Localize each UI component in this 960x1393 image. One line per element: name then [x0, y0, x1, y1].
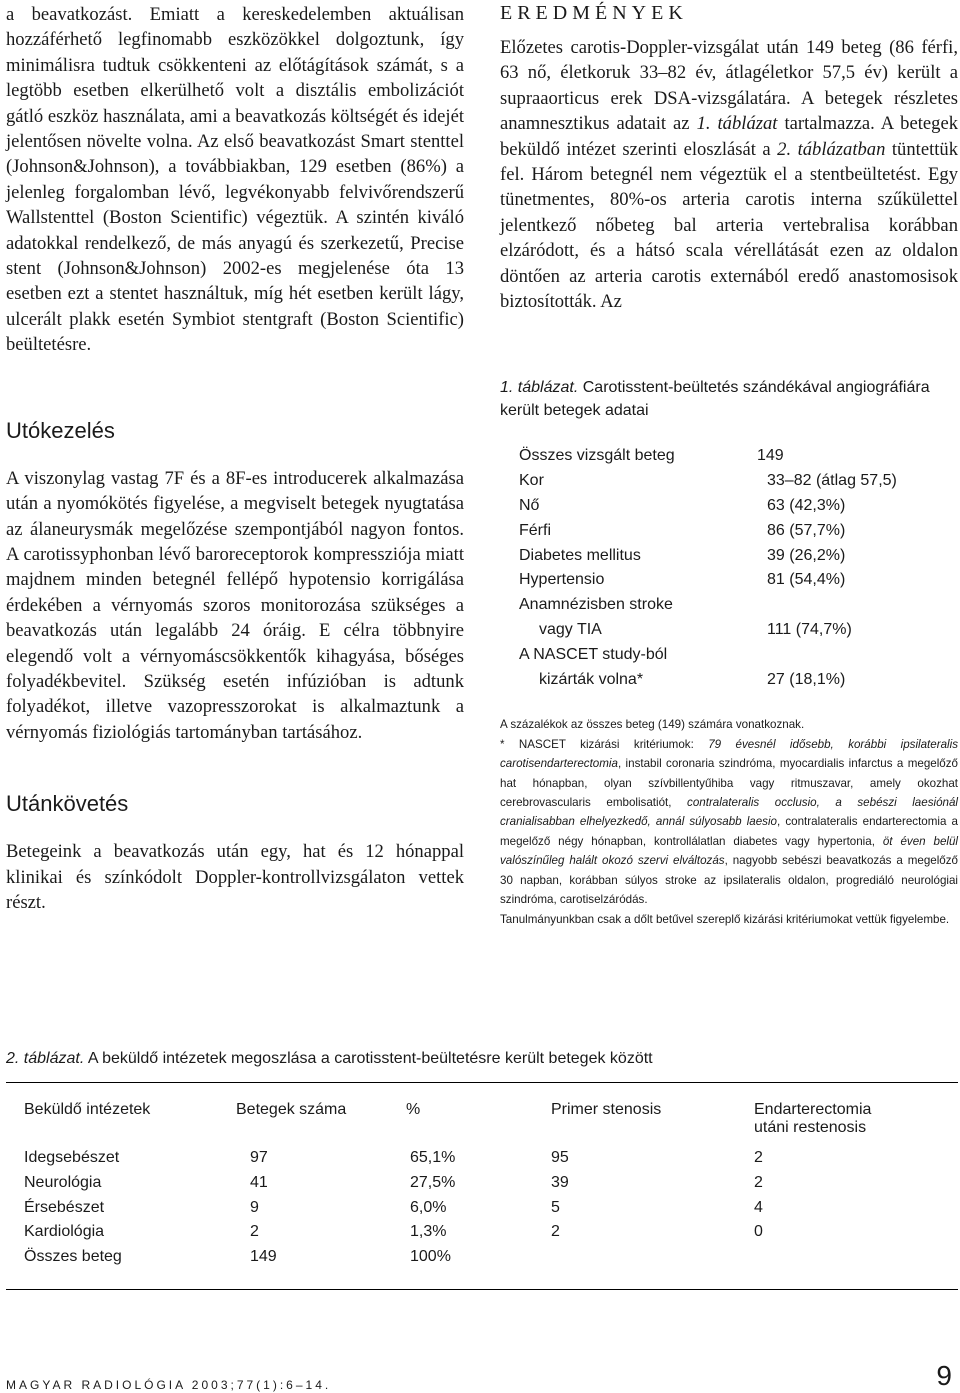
- heading-aftercare: Utókezelés: [6, 417, 115, 443]
- table2-cell: 2: [754, 1149, 763, 1166]
- table1-label-cell: Nő: [519, 497, 540, 515]
- note-nascet-italic-3: öt éven belül valószínűleg halált okozó szervi elváltozás: [500, 834, 958, 868]
- table2-cell: Érsebészet: [24, 1198, 105, 1216]
- table1-label-cell: Diabetes mellitus: [519, 546, 641, 564]
- table2-cell: 41: [250, 1173, 268, 1191]
- note-nascet-c: , contralateralis endarterectomia a megelőző négy hónapban, kontrollálatlan diabetes vagy hypertonia,: [500, 815, 958, 848]
- table2: [24, 1101, 958, 1273]
- table2-cell: 65,1%: [410, 1149, 456, 1166]
- paragraph-stents: a beavatkozást. Emiatt a kereskedelemben aktuálisan hozzáférhető legfinomabb eszközökkel dolgoztunk, így minimálisra tudtuk csökkenteni az előtágítások számát, s a legtöbb esetben elkerülhető volt a disztális embolizációt gátló eszköz használata, ami a beavatkozás költségét és idejét jelentősen növelte volna. Az első beavatkozást Smart stenttel (Johnson&Johnson), a továbbiakban, 129 esetben (86%) a jelenleg forgalomban lévő, legvékonyabb felvivőrendszerű Wallstenttel (Boston Scientific) végeztük. A szintén kiváló adatokkal rendelkező, de más anyagú és szerkezetű, Precise stent (Johnson&Johnson) 2002-es megjelenése óta 13 esetben ezt a stentet használtuk, míg hét esetben került lágy, ulcerált plakk esetén Symbiot stentgraft (Boston Scientific) beültetésre.: [6, 4, 464, 356]
- table2-header-cell: Betegek száma: [236, 1101, 347, 1118]
- table1-label-cell: vagy TIA: [539, 621, 602, 639]
- table1-label-cell: Hypertensio: [519, 571, 605, 589]
- table2-cell: 4: [754, 1198, 763, 1216]
- table1-value-cell: 39 (26,2%): [767, 546, 846, 564]
- table2-header-row: [24, 1101, 958, 1137]
- table2-cell: Kardiológia: [24, 1223, 105, 1241]
- table2-cell: 97: [250, 1149, 268, 1166]
- table1: [519, 447, 897, 695]
- table2-cell: 0: [754, 1223, 763, 1241]
- table2-header-cell: Beküldő intézetek: [24, 1101, 151, 1118]
- note-nascet-a: * NASCET kizárási kritériumok:: [500, 737, 709, 751]
- table2-cell: 9: [250, 1198, 259, 1216]
- table1-row: [519, 472, 897, 497]
- table1-row: [519, 447, 897, 472]
- table1-value-cell: 81 (54,4%): [767, 571, 846, 589]
- table1-row: [519, 596, 897, 621]
- heading-followup: Utánkövetés: [6, 791, 129, 817]
- table2-header-5a: Endarterectomia: [754, 1101, 872, 1118]
- table2-header-5b: utáni restenosis: [754, 1119, 867, 1136]
- table1-label-cell: Férfi: [519, 521, 551, 539]
- table1-label-cell: A NASCET study-ból: [519, 645, 668, 663]
- note-nascet-d: , nagyobb sebészi beavatkozás a megelőző 30 napban, korábban súlyos stroke az ipsilateralis oldalon, progrediáló neurológiai szindróma, carotiselzáródás.: [500, 854, 958, 907]
- table2-cell: 39: [551, 1173, 569, 1191]
- table1-row: [519, 671, 897, 696]
- note-nascet-italic-1: 79 évesnél idősebb, korábbi ipsilateralis carotisendarterectomia: [500, 737, 958, 771]
- table2-cell: 2: [250, 1223, 259, 1241]
- table2-row: [24, 1248, 958, 1273]
- table2-cell: [754, 1248, 958, 1273]
- note-nascet-italic-2: contralateralis occlusio, a sebészi laesiónál cranialisabban elhelyezkedő, annál súlyosabb laesio: [500, 796, 958, 829]
- table1-value-cell: 33–82 (átlag 57,5): [767, 472, 897, 490]
- table2-cell: [551, 1248, 754, 1273]
- table1-label: 1. táblázat.: [500, 379, 579, 397]
- table1-label-cell: Kor: [519, 472, 544, 490]
- table1-value-cell: 111 (74,7%): [767, 621, 852, 639]
- table1-row: [519, 646, 897, 671]
- table2-header-cell: [754, 1101, 958, 1137]
- table2-cell: 6,0%: [410, 1198, 447, 1216]
- heading-results: EREDMÉNYEK: [500, 2, 688, 24]
- table1-caption: [500, 376, 958, 422]
- table1-title: Carotisstent-beültetés szándékával angiográfiára került betegek adatai: [500, 379, 930, 420]
- table2-reference: 2. táblázatban: [777, 138, 886, 160]
- results-text-c: tüntettük fel. Három betegnél nem végeztük el a stentbeültetést. Egy tünetmentes, 80%-os arteria carotis interna szűkülettel jelentkező nőbeteg bal arteria vertebralisa korábban elzáródott, és a hátsó scala vérellátását ezen az oldalon döntően az arteria carotis externából eredő anastomosisok biztosították. Az: [500, 138, 958, 313]
- table2-cell: 2: [551, 1223, 560, 1241]
- table1-row: [519, 621, 897, 646]
- table2-cell: 2: [754, 1173, 763, 1191]
- table2-cell: 27,5%: [410, 1173, 456, 1191]
- paragraph-followup: Betegeink a beavatkozás után egy, hat és 12 hónappal klinikai és színkódolt Doppler-kontrollvizsgálaton vettek részt.: [6, 841, 464, 913]
- table1-value-cell: 63 (42,3%): [767, 497, 846, 515]
- table2-row: [24, 1149, 958, 1174]
- table2-label: 2. táblázat.: [6, 1050, 85, 1067]
- results-text-b: tartalmazza. A betegek beküldő intézet szerinti eloszlását a: [500, 113, 958, 160]
- table2-cell: 100%: [410, 1248, 451, 1266]
- right-column: [500, 2, 958, 929]
- table1-value-cell: 27 (18,1%): [767, 670, 846, 688]
- table1-row: [519, 547, 897, 572]
- note-nascet: [500, 735, 958, 910]
- table2-row: [24, 1174, 958, 1199]
- note-nascet-b: , instabil coronaria szindróma, myocardialis infarctus a megelőző hat hónapban, olyan szívbillentyűhiba vagy ritmuszavar, amely okozhat cerebrovascularis embolisatiót,: [500, 757, 958, 810]
- table2-box: [6, 1082, 958, 1290]
- table1-row: [519, 497, 897, 522]
- table1-notes: [500, 715, 958, 928]
- table1-reference: 1. táblázat: [696, 113, 778, 135]
- left-column: [6, 2, 464, 915]
- table1-row: [519, 571, 897, 596]
- table2-cell: Idegsebészet: [24, 1149, 120, 1166]
- table2-cell: Neurológia: [24, 1173, 102, 1191]
- table1-label-cell: Összes vizsgált beteg: [519, 447, 675, 465]
- journal-footer: MAGYAR RADIOLÓGIA 2003;77(1):6–14.: [6, 1378, 332, 1392]
- table1-value-cell: [739, 646, 897, 671]
- table2-row: [24, 1223, 958, 1248]
- table1-row: [519, 522, 897, 547]
- page-number: 9: [936, 1360, 952, 1391]
- note-italic-criteria: Tanulmányunkban csak a dőlt betűvel szereplő kizárási kritériumokat vettük figyelembe.: [500, 912, 950, 926]
- table2-caption: [6, 1050, 958, 1068]
- table2-cell: 1,3%: [410, 1223, 447, 1241]
- table2-row: [24, 1199, 958, 1224]
- table1-label-cell: kizárták volna*: [539, 670, 644, 688]
- table2-title: A beküldő intézetek megoszlása a carotisstent-beültetésre került betegek között: [87, 1050, 653, 1067]
- table1-value-cell: 86 (57,7%): [767, 521, 846, 539]
- table2-cell: Összes beteg: [24, 1248, 122, 1266]
- paragraph-results: [500, 35, 958, 314]
- table2-cell: 149: [250, 1248, 277, 1266]
- table1-value-cell: 149: [757, 447, 784, 465]
- table2-cell: 95: [551, 1149, 569, 1166]
- table1-label-cell: Anamnézisben stroke: [519, 596, 673, 614]
- table1-value-cell: [739, 596, 897, 621]
- table2-cell: 5: [551, 1198, 560, 1216]
- table2-header-cell: Primer stenosis: [551, 1101, 662, 1118]
- results-text-a: Előzetes carotis-Doppler-vizsgálat után 149 beteg (86 férfi, 63 nő, életkoruk 33–82 év, átlagéletkor 57,5 év) került a supraaorticus erek DSA-vizsgálatára. A betegek részletes anamnesztikus adatait az: [500, 37, 958, 135]
- note-percent: A százalékok az összes beteg (149) számára vonatkoznak.: [500, 718, 805, 732]
- table2-header-cell: %: [406, 1101, 421, 1118]
- paragraph-aftercare: A viszonylag vastag 7F és a 8F-es introducerek alkalmazása után a nyomókötés figyelése, a megviselt betegek nyugtatása az álaneurysmák megelőzése szempontjából nagyon fontos. A carotissyphonban lévő baroreceptorok kompressziója miatt majdnem minden betegnél fellépő hypotensio korrigálása érdekében a vérnyomás szoros monitorozása szükséges a beavatkozás után legalább 24 óráig. E célra többnyire elegendő volt a vérnyomáscsökkentők kihagyása, bőséges folyadékbevitel. Szükség esetén infúzióban is adtunk folyadékot, illetve vazopresszorokat is alkalmaztunk a vérnyomás fiziológiás tartományban tartásához.: [6, 467, 464, 743]
- table2-section: [6, 1050, 958, 1290]
